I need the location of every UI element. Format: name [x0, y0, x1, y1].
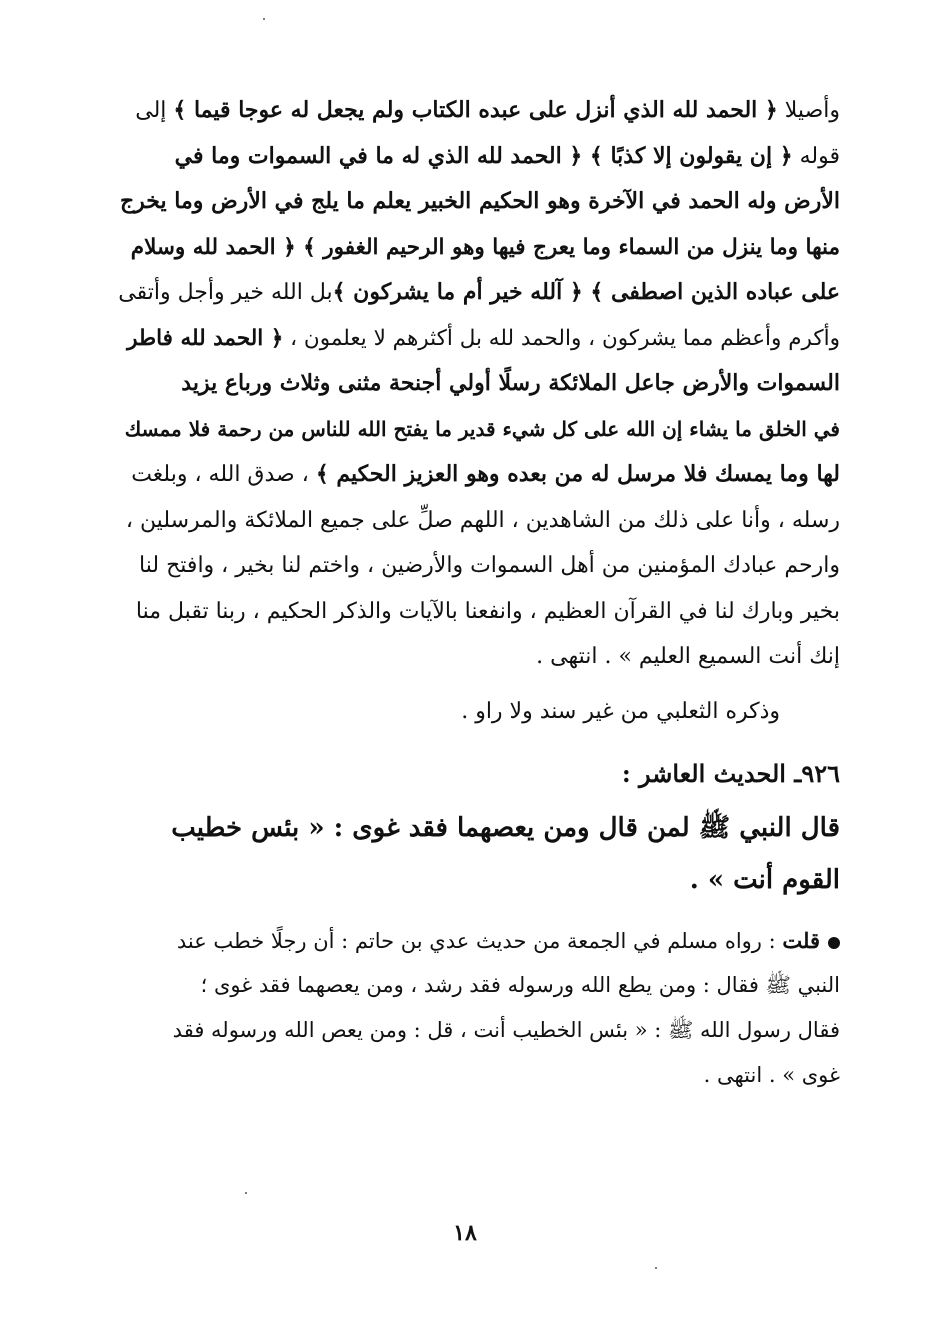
- quran-quote: ﴿ إن يقولون إلا كذبًا ﴾ ﴿ الحمد لله الذي له ما في السموات وما في: [174, 142, 793, 169]
- text-run: قوله: [792, 143, 840, 169]
- body-line: [118, 543, 840, 589]
- quran-quote: السموات والأرض جاعل الملائكة رسلًا أولي أجنحة مثنى وثلاث ورباع يزيد: [181, 370, 840, 396]
- quran-quote: لها وما يمسك فلا مرسل له من بعده وهو العزيز الحكيم ﴾: [315, 461, 840, 487]
- quran-quote: الأرض وله الحمد في الآخرة وهو الحكيم الخبير يعلم ما يلج في الأرض وما يخرج: [119, 188, 840, 214]
- text-run: : رواه مسلم في الجمعة من حديث عدي بن حاتم : أن رجلًا خطب عند: [176, 929, 783, 953]
- page-number: ١٨: [453, 1220, 477, 1246]
- bullet-icon: [828, 937, 840, 949]
- quran-quote: على عباده الذين اصطفى ﴾ ﴿ آلله خير أم ما يشركون ﴾: [332, 279, 840, 305]
- comment-line: غوى » . انتهى .: [703, 1063, 840, 1087]
- body-line: [118, 225, 840, 271]
- quran-quote: ﴿ الحمد لله فاطر: [127, 325, 284, 351]
- comment-line: [118, 918, 840, 963]
- body-line: [118, 452, 840, 498]
- text-run: ، صدق الله ، وبلغت: [131, 462, 316, 487]
- hadith-text: [118, 802, 840, 906]
- quran-quote: في الخلق ما يشاء إن الله على كل شيء قدير ما يفتح الله للناس من رحمة فلا ممسك: [124, 416, 840, 441]
- text-run: وأصيلا: [777, 98, 840, 123]
- body-line: [118, 407, 840, 453]
- quran-quote: ﴿ الحمد لله الذي أنزل على عبده الكتاب ولم يجعل له عوجا قيما ﴾: [173, 97, 778, 123]
- body-line: [118, 179, 840, 225]
- text-run: بل الله خير وأجل وأتقى: [118, 280, 333, 305]
- scan-speck: [263, 18, 265, 20]
- body-line: [118, 88, 840, 134]
- text-run: وأكرم وأعظم مما يشركون ، والحمد لله بل أكثرهم لا يعلمون ،: [283, 325, 840, 351]
- body-line: [118, 316, 840, 362]
- comment-line: النبي ﷺ فقال : ومن يطع الله ورسوله فقد رشد ، ومن يعصهما فقد غوى ؛: [200, 973, 840, 997]
- source-note: وذكره الثعلبي من غير سند ولا راو .: [461, 699, 780, 724]
- body-line: [118, 134, 840, 180]
- comment-label: قلت: [782, 928, 820, 953]
- body-paragraph: [118, 88, 840, 680]
- text-run: إنك أنت السميع العليم » . انتهى .: [536, 644, 840, 669]
- text-run: إلى: [135, 98, 174, 123]
- hadith-line: قال النبي ﷺ لمن قال ومن يعصهما فقد غوى : « بئس خطيب: [171, 813, 840, 843]
- hadith-heading: ٩٢٦ـ الحديث العاشر :: [621, 759, 840, 788]
- text-run: رسله ، وأنا على ذلك من الشاهدين ، اللهم صلِّ على جميع الملائكة والمرسلين ،: [125, 507, 840, 533]
- commentary: [118, 918, 840, 1098]
- body-line: [118, 270, 840, 316]
- body-line: [118, 634, 840, 680]
- hadith-line: القوم أنت » .: [689, 865, 840, 895]
- scan-speck: [655, 1267, 657, 1269]
- text-run: وارحم عبادك المؤمنين من أهل السموات والأرضين ، واختم لنا بخير ، وافتح لنا: [139, 553, 840, 578]
- text-run: بخير وبارك لنا في القرآن العظيم ، وانفعنا بالآيات والذكر الحكيم ، ربنا تقبل منا: [135, 598, 840, 624]
- body-line: [118, 589, 840, 635]
- scan-speck: [245, 1192, 247, 1194]
- body-line: [118, 361, 840, 407]
- comment-line: فقال رسول الله ﷺ : « بئس الخطيب أنت ، قل : ومن يعص الله ورسوله فقد: [172, 1018, 840, 1042]
- quran-quote: منها وما ينزل من السماء وما يعرج فيها وهو الرحيم الغفور ﴾ ﴿ الحمد لله وسلام: [130, 234, 840, 260]
- body-line: [118, 498, 840, 544]
